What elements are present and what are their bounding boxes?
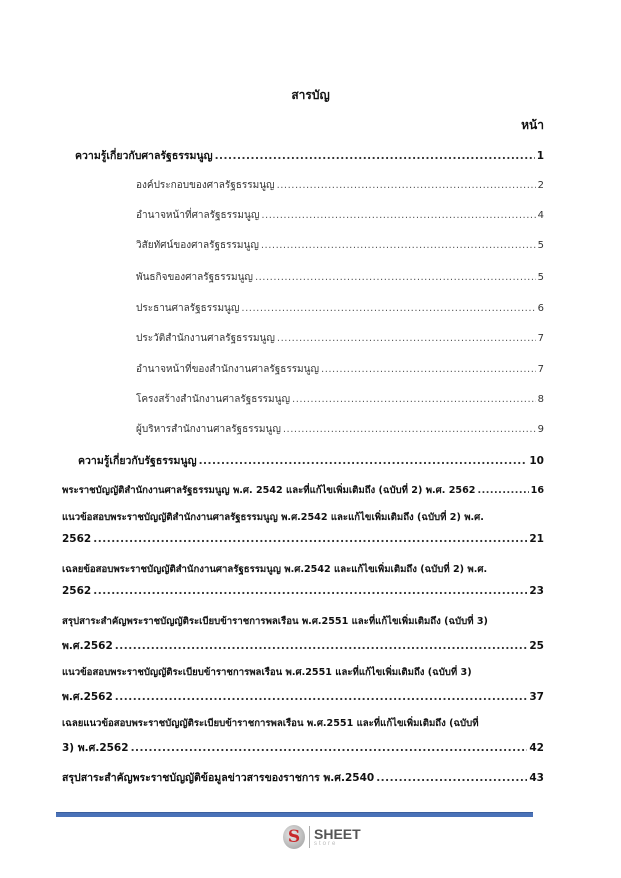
- toc-entry[interactable]: [136, 178, 544, 193]
- toc-entry-page: 6: [537, 303, 544, 314]
- toc-entry[interactable]: [136, 331, 544, 346]
- toc-entry[interactable]: [78, 452, 544, 469]
- toc-leader-dots: [261, 240, 536, 251]
- toc-leader-dots: [292, 394, 536, 405]
- toc-entry[interactable]: [136, 270, 544, 285]
- toc-entry-text: พระราชบัญญัติสำนักงานศาลรัฐธรรมนูญ พ.ศ. 2542 และที่แก้ไขเพิ่มเติมถึง (ฉบับที่ 2) พ.ศ. 2562: [62, 485, 476, 496]
- toc-entry-text: ผู้บริหารสำนักงานศาลรัฐธรรมนูญ: [136, 424, 281, 435]
- toc-leader-dots: [215, 150, 535, 162]
- toc-entry[interactable]: [62, 533, 544, 545]
- toc-entry[interactable]: [136, 362, 544, 377]
- toc-entry-text-line1: แนวข้อสอบพระราชบัญญัติสำนักงานศาลรัฐธรรมนูญ พ.ศ.2542 และแก้ไขเพิ่มเติมถึง (ฉบับที่ 2) พ.ศ.: [62, 512, 484, 523]
- sheet-store-logo: [283, 825, 361, 849]
- toc-entry-text: อำนาจหน้าที่ศาลรัฐธรรมนูญ: [136, 210, 260, 221]
- toc-leader-dots: [115, 640, 528, 652]
- toc-entry-text: ความรู้เกี่ยวกับศาลรัฐธรรมนูญ: [75, 150, 213, 162]
- toc-entry-text: สรุปสาระสำคัญพระราชบัญญัติข้อมูลข่าวสารของราชการ พ.ศ.2540: [62, 772, 375, 784]
- toc-entry-text: องค์ประกอบของศาลรัฐธรรมนูญ: [136, 180, 275, 191]
- toc-entry-page: 7: [537, 364, 544, 375]
- toc-entry-text-line2: 2562: [62, 533, 92, 545]
- toc-entry[interactable]: [136, 422, 544, 437]
- toc-leader-dots: [241, 303, 535, 314]
- footer-divider: [56, 812, 533, 817]
- logo-separator: [309, 826, 310, 848]
- toc-leader-dots: [131, 742, 528, 754]
- toc-entry-page: 16: [530, 485, 544, 496]
- toc-entry[interactable]: [136, 208, 544, 223]
- toc-leader-dots: [277, 333, 536, 344]
- toc-entry-text: วิสัยทัศน์ของศาลรัฐธรรมนูญ: [136, 240, 259, 251]
- toc-leader-dots: [93, 585, 527, 597]
- toc-entry-page: 43: [529, 772, 544, 784]
- toc-entry[interactable]: [75, 147, 544, 164]
- toc-entry-page: 4: [537, 210, 544, 221]
- toc-entry-page: 9: [537, 424, 544, 435]
- toc-entry-text-line2: พ.ศ.2562: [62, 691, 113, 703]
- page-title: สารบัญ: [291, 88, 330, 102]
- toc-entry[interactable]: [136, 392, 544, 407]
- toc-entry-page: 5: [537, 240, 544, 251]
- toc-entry[interactable]: [62, 739, 544, 756]
- toc-entry-text-line1: แนวข้อสอบพระราชบัญญัติระเบียบข้าราชการพลเรือน พ.ศ.2551 และที่แก้ไขเพิ่มเติมถึง (ฉบับที่ 3): [62, 667, 472, 678]
- toc-entry[interactable]: [62, 637, 544, 654]
- toc-entry[interactable]: [136, 238, 544, 253]
- toc-entry-text-line2: 2562: [62, 585, 92, 597]
- toc-entry-page: 8: [537, 394, 544, 405]
- toc-entry-page: 5: [537, 272, 544, 283]
- toc-entry-text: ประวัติสำนักงานศาลรัฐธรรมนูญ: [136, 333, 275, 344]
- toc-entry-page: 7: [537, 333, 544, 344]
- toc-leader-dots: [255, 272, 536, 283]
- toc-leader-dots: [261, 210, 535, 221]
- logo-s-icon: S: [283, 825, 305, 849]
- toc-leader-dots: [477, 485, 528, 496]
- logo-subtitle: store: [314, 841, 338, 847]
- toc-leader-dots: [199, 455, 528, 467]
- toc-entry-text-line1: สรุปสาระสำคัญพระราชบัญญัติระเบียบข้าราชการพลเรือน พ.ศ.2551 และที่แก้ไขเพิ่มเติมถึง (ฉบับที่ 3): [62, 616, 488, 627]
- toc-leader-dots: [321, 364, 536, 375]
- toc-leader-dots: [115, 691, 528, 703]
- toc-entry-page: 21: [529, 533, 544, 545]
- page-column-header: หน้า: [521, 118, 544, 132]
- toc-entry-text-line1: เฉลยแนวข้อสอบพระราชบัญญัติระเบียบข้าราชการพลเรือน พ.ศ.2551 และที่แก้ไขเพิ่มเติมถึง (ฉบับที่: [62, 718, 479, 729]
- toc-entry[interactable]: [62, 688, 544, 705]
- toc-entry[interactable]: [136, 301, 544, 316]
- toc-entry-page: 23: [529, 585, 544, 597]
- toc-entry[interactable]: [62, 585, 544, 597]
- toc-entry-page: 37: [529, 691, 544, 703]
- toc-entry[interactable]: [62, 483, 544, 498]
- toc-entry-text-line2: 3) พ.ศ.2562: [62, 742, 129, 754]
- toc-entry-text-line2: พ.ศ.2562: [62, 640, 113, 652]
- toc-leader-dots: [93, 533, 527, 545]
- toc-entry-text-line1: เฉลยข้อสอบพระราชบัญญัติสำนักงานศาลรัฐธรรมนูญ พ.ศ.2542 และแก้ไขเพิ่มเติมถึง (ฉบับที่ 2) พ.ศ.: [62, 564, 488, 575]
- toc-entry-text: โครงสร้างสำนักงานศาลรัฐธรรมนูญ: [136, 394, 291, 405]
- toc-entry[interactable]: [62, 769, 544, 786]
- toc-leader-dots: [283, 424, 536, 435]
- logo-name: SHEET: [314, 826, 361, 842]
- toc-entry-text: ประธานศาลรัฐธรรมนูญ: [136, 303, 240, 314]
- toc-leader-dots: [277, 180, 536, 191]
- toc-entry-page: 25: [529, 640, 544, 652]
- toc-entry-page: 2: [537, 180, 544, 191]
- toc-entry-text: อำนาจหน้าที่ของสำนักงานศาลรัฐธรรมนูญ: [136, 364, 320, 375]
- toc-leader-dots: [376, 772, 527, 784]
- toc-entry-page: 42: [529, 742, 544, 754]
- toc-entry-page: 1: [536, 150, 544, 162]
- toc-entry-text: ความรู้เกี่ยวกับรัฐธรรมนูญ: [78, 455, 197, 467]
- toc-entry-text: พันธกิจของศาลรัฐธรรมนูญ: [136, 272, 253, 283]
- toc-entry-page: 10: [529, 455, 544, 467]
